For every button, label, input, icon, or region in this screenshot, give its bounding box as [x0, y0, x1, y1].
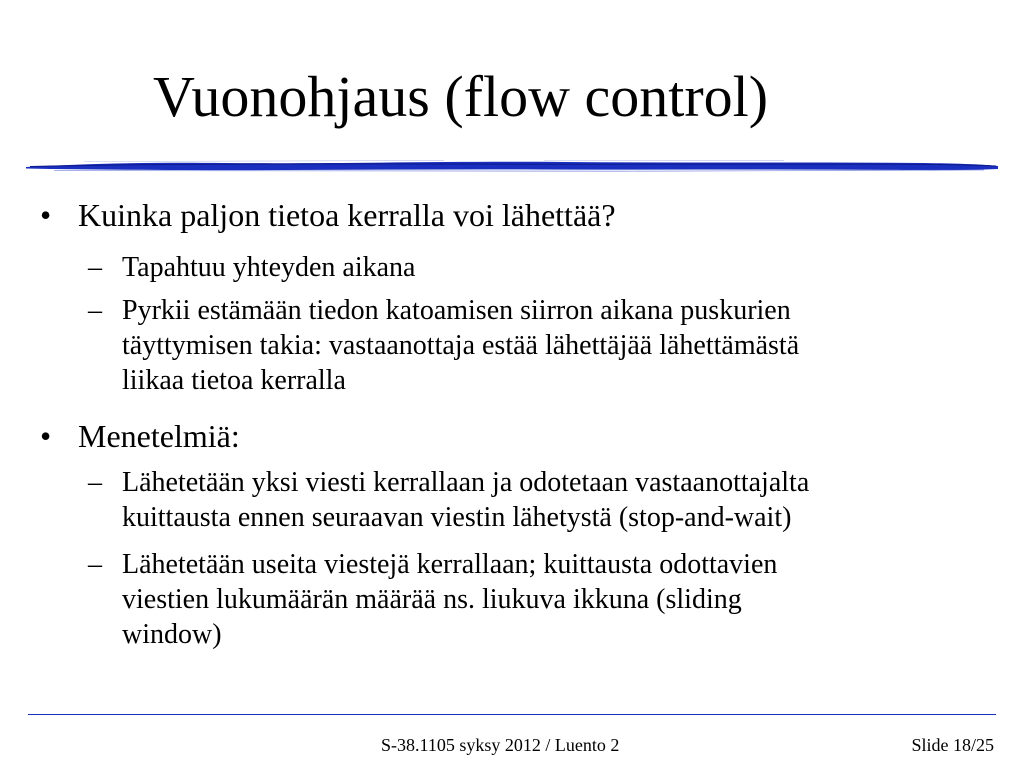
- sub-bullet-line: viestien lukumäärän määrää ns. liukuva ikkuna (sliding: [122, 584, 742, 615]
- sub-bullet-line: täyttymisen takia: vastaanottaja estää lähettäjää lähettämästä: [122, 330, 800, 361]
- sub-bullet-line: kuittausta ennen seuraavan viestin lähetystä (stop-and-wait): [122, 502, 792, 533]
- dash-mark: –: [88, 549, 102, 580]
- sub-bullet-line: Lähetetään yksi viesti kerrallaan ja odotetaan vastaanottajalta: [122, 467, 810, 498]
- footer-divider: [28, 714, 996, 715]
- dash-mark: –: [88, 467, 102, 498]
- sub-bullet-text: [122, 547, 777, 652]
- sub-bullet-line: Lähetetään useita viestejä kerrallaan; kuittausta odottavien: [122, 549, 778, 580]
- bullet-mark: •: [40, 418, 52, 454]
- bullet-mark: •: [40, 197, 52, 233]
- sub-bullet-line: Tapahtuu yhteyden aikana: [122, 252, 416, 283]
- bullet-text: Kuinka paljon tietoa kerralla voi lähettää?: [78, 197, 616, 233]
- slide-title: Vuonohjaus (flow control): [153, 64, 769, 129]
- sub-bullet-text: [122, 250, 415, 285]
- sub-bullet-line: liikaa tietoa kerralla: [122, 365, 346, 396]
- bullet-text: Menetelmiä:: [78, 418, 240, 454]
- dash-mark: –: [88, 295, 102, 326]
- sub-bullet-line: window): [122, 619, 222, 650]
- sub-bullet-text: [122, 465, 809, 535]
- sub-bullet-text: [122, 293, 799, 398]
- sub-bullet-line: Pyrkii estämään tiedon katoamisen siirron aikana puskurien: [122, 295, 791, 326]
- dash-mark: –: [88, 252, 102, 283]
- footer-course-label: S-38.1105 syksy 2012 / Luento 2: [381, 735, 620, 755]
- title-underline-brush-stroke: [24, 154, 1000, 178]
- footer-slide-number: Slide 18/25: [911, 735, 994, 755]
